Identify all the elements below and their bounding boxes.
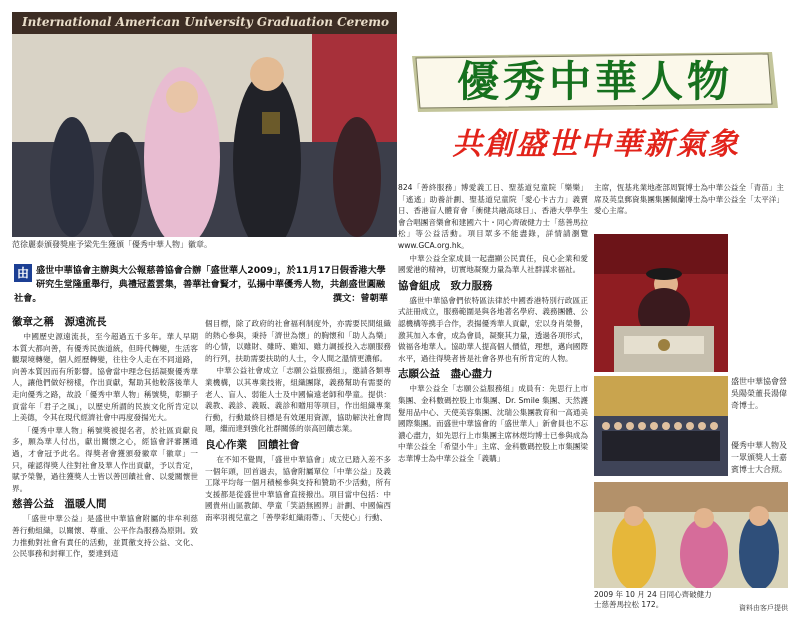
paragraph: 個目標，除了政府的社會福利制度外，亦需要民間組織的熱心參與，秉持「濟世為懷」的胸懷和「助人為樂」的心情，以雖財、雖時、雖知、雖力調援投入志願服務的行列，扶助需要扶助的人士，令人間之溫情更濃郁。 bbox=[205, 319, 391, 363]
paragraph: 「盛世中華公益」是盛世中華協會附屬的非牟利慈善行動組織，以關懷、尊重、公平作為服務為原則。致力推動對社會有責任的活動，並貫徹支持公益、文化、公民事務和封禪工作，要達到這 bbox=[12, 514, 198, 559]
intro-paragraph bbox=[14, 264, 388, 306]
author: 撰文：曾朝華 bbox=[332, 293, 388, 304]
photo-speaker-caption: 盛世中華協會營吳陽榮董長湯偉奇博士。 bbox=[731, 377, 787, 410]
banner-title: 優秀中華人物 bbox=[456, 57, 733, 106]
main-photo-caption: 范徐麗泰頒發獎座予梁先生獲頒「優秀中華人物」徽章。 bbox=[12, 240, 212, 249]
photo-marathon-caption: 2009 年 10 月 24 日同心齊破健力士慈善馬拉松 172。 bbox=[594, 590, 712, 609]
paragraph: 824「善終服務」博愛義工日、聖基道兒童院「樂樂」「遙遙」助養計劃、聖基道兒童院「愛心卡古力」義賣日、香港盲人體育會「衝健共融高球日」、香港大學學生會合唱團音樂會和建國六十・同心齊破健力士「慈善馬拉松」等公益活動。項目眾多不能盡錄，詳情請瀏覽 www.GCA.org.hk。 bbox=[398, 183, 588, 250]
photo-speaker bbox=[594, 234, 728, 372]
column-3 bbox=[398, 182, 588, 622]
paragraph: 中華公益社會成立「志願公益服務組」，邀請各類專業機構，以其專業技術，組織團隊，義務幫助有需要的老人、盲人、弱能人士及中國偏遠老師和學童。提供：義教、義診、義販、義診和贈用等項目，作出組織專業行動，行動最終目標是有效運用資源，協助解決社會問題，繼而達到強化社群關係的崇高回饋志業。 bbox=[205, 366, 391, 434]
photo-marathon bbox=[594, 482, 788, 588]
drop-cap: 由 bbox=[14, 264, 32, 282]
paragraph: 主席，恆基兆業地產部周賢博士為中華公益全「青苗」主席及英皇郵資集團集團佩蘭博士為中華公益全「太平洋」愛心主席。 bbox=[594, 183, 784, 216]
photo-group-caption: 優秀中華人物及一眾頒獎人士嘉賓博士大合照。 bbox=[731, 441, 787, 474]
photo-group bbox=[594, 376, 728, 476]
subtitle: 共創盛世中華新氣象 bbox=[452, 127, 740, 162]
intro-text: 盛世中華協會主辦與大公報慈善協會合辦「盛世華人2009」，於11月17日假香港大學研究生堂隆重舉行，典禮冠蓋雲集，善華社會賢才，弘揚中華優秀人物，共創盛世圓融社會。 bbox=[14, 265, 386, 304]
section-heading: 志願公益 盡心盡力 bbox=[398, 368, 493, 381]
paragraph: 盛世中華協會們依特區法律於中國香港特別行政區正式註冊成立，服務範圍是與各地著名學府、義務團體、公認機構等携手合作，表揚優秀華人貢獻，宏以身肖榮譽，激其加入本會，成為會員，凝聚其力量，透過各項形式，做福各地華人。協助華人提高個人價值，理想，邁向國際水平，過往得獎者皆是社會各界也有所肯定的人物。 bbox=[398, 295, 588, 363]
section-heading: 徽章之稱 源遠流長 bbox=[12, 316, 107, 328]
main-photo bbox=[12, 12, 397, 237]
paragraph: 「優秀中華人物」稱號獎被提名者，於社區貢獻良多，願為華人付出，獻出關懷之心，經協會評審團通過，才會冠予此名。得獎者會獲頒發徽章「徽章」一只，確認得獎人往對社會及華人作出貢獻，予以肯定，賦予榮譽，過往獲獎人士皆以善回饋社會、以愛關懷世界。 bbox=[12, 425, 198, 493]
column-1 bbox=[12, 312, 198, 617]
paragraph: 中華公益全「志願公益服務組」成員有：先思行上市集團、金科數碼控股上市集團、Dr. Smile 集團、天然護髮用品中心、天使美容集團、沈瑞公集團教育和一高通美國際集團。而盛世中華協會的「盛世華人」新會員也不忘濃心盡力，如先思行上市集團主席林煜均博士已參與成為中華公益全「希望小牛」主席、金科數碼控股上市集團梁志華博士為中華公益全「義購」 bbox=[398, 384, 588, 463]
credit: 資料由客戶提供 bbox=[739, 604, 788, 612]
section-heading: 協會組成 致力服務 bbox=[398, 279, 493, 292]
paragraph: 中華公益全家成員一起盡顯公民責任，良心企業和愛國愛港的精神，切實地凝聚力量為華人社群謀求福祉。 bbox=[398, 253, 588, 275]
paragraph: 中國歷史源遠流長，至今超過五千多年。華人早期本質大都向善，有優秀民族道統，但時代轉變，生活客觀環境轉變，個人經歷轉變，往往令人走在不同道路，向善本質因而有所影響。協會當中理念包括凝聚優秀華人，讓他們做好榜樣，作出貢獻，幫助其他較落後華人走向優秀之路，故設「優秀中華人物」稱號獎，彰顯子貢當年「君子之風」，以歷史所謂的民族文化所肯定以上美德，令其在現代經濟社會中再度發揚光大。 bbox=[12, 332, 198, 423]
column-2 bbox=[205, 318, 391, 618]
section-heading: 良心作業 回饋社會 bbox=[205, 438, 300, 451]
section-heading: 慈善公益 溫暖人間 bbox=[12, 498, 107, 511]
column-4 bbox=[594, 182, 784, 230]
paragraph: 在不知不覺間，「盛世中華協會」成立已踏入差不多一個年頭，回首過去，協會附屬單位「中華公益」及義工隊平均每一個月積極參與支持和贊助不少活動，所有支援都是從盛世中華協會直接撥出。項目當中包括：中國貴州山區教師、學童「笑語無國界」計劃、中國偏西南率羽視兒童之「善學彩虹織雨帶」、「天使心」行動、 bbox=[205, 454, 391, 522]
photo-banner-text: International American University Graduation Ceremo bbox=[22, 15, 389, 29]
